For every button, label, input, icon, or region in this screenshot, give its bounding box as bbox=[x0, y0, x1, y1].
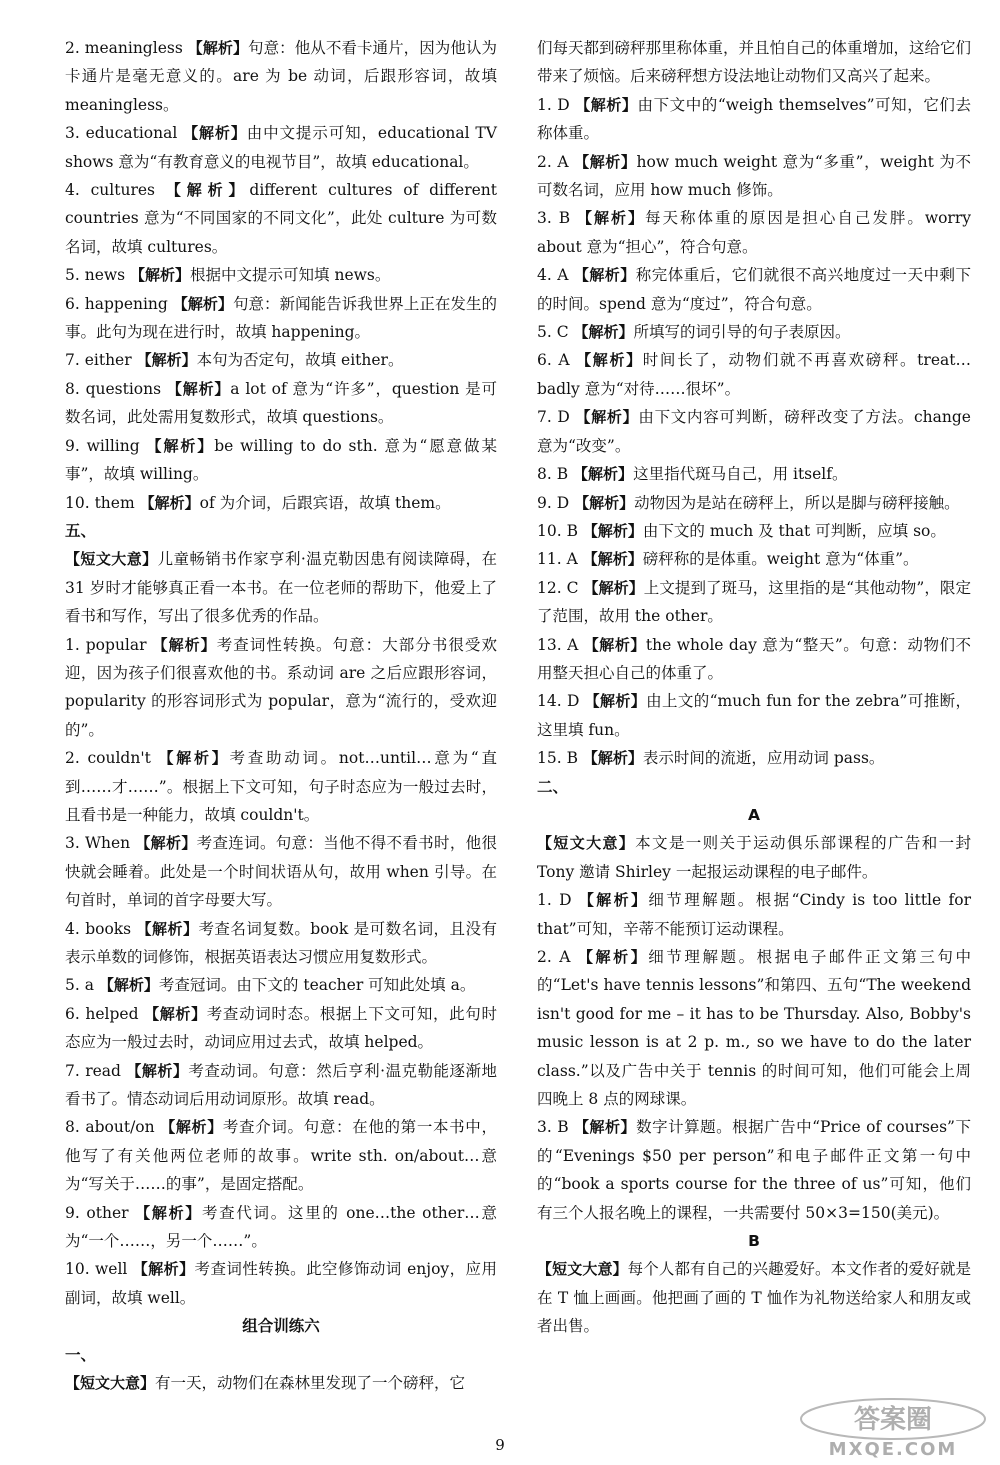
answer-key: 8. B bbox=[537, 465, 569, 484]
answer-item bbox=[537, 886, 971, 943]
answer-item bbox=[65, 631, 497, 745]
answer-key: 12. C bbox=[537, 578, 579, 597]
analysis-text: 考查介词。句意：在他的第一本书中，他写了有关他两位老师的故事。write sth. on/about…意为“写关于……的事”，是固定搭配。 bbox=[65, 1118, 497, 1194]
left-column bbox=[65, 34, 497, 1398]
analysis-tag: 【解析】 bbox=[165, 181, 250, 200]
answer-key: 2. A bbox=[537, 948, 571, 966]
passage-label: A bbox=[748, 805, 760, 824]
analysis-text: 细节理解题。根据“Cindy is too little for that”可知，辛蒂不能预订运动课程。 bbox=[537, 891, 971, 938]
analysis-text: 细节理解题。根据电子邮件正文第三句中的“Let's have tennis lessons”和第四、五句“The weekend isn't good for me – it has to be Thursday. Also, Bobby's music lesson is at 2 p. m., so we have to do the later class.”以及广告中关于 tennis 的时间可知，他们可能会上周四晚上 8 点的网球课。 bbox=[537, 948, 971, 1109]
answer-key: 9. willing bbox=[65, 436, 140, 455]
answer-item bbox=[65, 829, 497, 914]
analysis-text: a lot of 意为“许多”，question 是可数名词，此处需用复数形式，故填 questions。 bbox=[65, 379, 497, 427]
analysis-tag: 【解析】 bbox=[166, 379, 231, 398]
answer-item bbox=[65, 915, 497, 972]
analysis-text: 时间长了，动物们就不再喜欢磅秤。treat…badly 意为“对待……很坏”。 bbox=[537, 351, 971, 398]
summary-text: 儿童畅销书作家亨利·温克勒因患有阅读障碍，在 31 岁时才能够真正看一本书。在一位老师的帮助下，他爱上了看书和写作，写出了很多优秀的作品。 bbox=[65, 550, 497, 626]
passage-label: B bbox=[748, 1232, 760, 1251]
continued-text: 们每天都到磅秤那里称体重，并且怕自己的体重增加，这给它们带来了烦恼。后来磅秤想方设法地让动物们又高兴了起来。 bbox=[537, 39, 972, 86]
analysis-tag: 【解析】 bbox=[136, 919, 199, 938]
answer-item bbox=[537, 403, 971, 460]
analysis-text: 这里指代斑马自己，用 itself。 bbox=[633, 465, 848, 484]
analysis-tag: 【解析】 bbox=[574, 152, 637, 171]
analysis-text: be willing to do sth. 意为“愿意做某事”，故填 willing。 bbox=[65, 436, 497, 484]
analysis-text: 每天称体重的原因是担心自己发胖。worry about 意为“担心”，符合句意。 bbox=[537, 209, 971, 256]
answer-key: 9. other bbox=[65, 1203, 129, 1222]
answer-key: 3. B bbox=[537, 1118, 569, 1137]
answer-key: 1. popular bbox=[65, 635, 147, 654]
page-number: 9 bbox=[495, 1436, 505, 1454]
analysis-tag: 【解析】 bbox=[575, 95, 638, 114]
answer-item bbox=[537, 148, 971, 205]
analysis-tag: 【解析】 bbox=[139, 493, 200, 512]
summary-paragraph bbox=[537, 1255, 971, 1340]
analysis-tag: 【解析】 bbox=[577, 209, 645, 228]
answer-key: 10. well bbox=[65, 1260, 128, 1279]
answer-item bbox=[537, 1113, 971, 1227]
answer-item bbox=[537, 489, 971, 517]
analysis-text: 考查冠词。由下文的 teacher 可知此处填 a。 bbox=[158, 976, 476, 995]
analysis-tag: 【解析】 bbox=[573, 266, 636, 285]
answer-key: 4. books bbox=[65, 919, 132, 938]
analysis-text: 所填写的词引导的句子表原因。 bbox=[633, 323, 851, 342]
answer-item bbox=[65, 346, 497, 374]
analysis-text: 根据中文提示可知填 news。 bbox=[190, 266, 391, 285]
answer-item bbox=[65, 1113, 497, 1198]
answer-key: 6. A bbox=[537, 351, 570, 370]
exercise-heading: 组合训练六 bbox=[242, 1317, 320, 1336]
analysis-tag: 【解析】 bbox=[575, 408, 639, 427]
analysis-text: 考查动词时态。根据上下文可知，此句时态应为一般过去时，动词应用过去式，故填 helped。 bbox=[65, 1004, 497, 1052]
answer-key: 9. D bbox=[537, 493, 570, 512]
section-marker: 五、 bbox=[65, 521, 97, 540]
analysis-text: 考查名词复数。book 是可数名词，且没有表示单数的词修饰，根据英语表达习惯应用复数形式。 bbox=[65, 919, 497, 966]
summary-text: 每个人都有自己的兴趣爱好。本文作者的爱好就是在 T 恤上画画。他把画了画的 T 恤作为礼物送给家人和朋友或者出售。 bbox=[537, 1260, 971, 1336]
answer-key: 5. a bbox=[65, 976, 94, 995]
answer-key: 1. D bbox=[537, 95, 570, 114]
analysis-tag: 【解析】 bbox=[582, 521, 643, 540]
answer-item bbox=[537, 318, 971, 346]
answer-key: 7. D bbox=[537, 408, 570, 427]
analysis-tag: 【解析】 bbox=[576, 351, 643, 370]
analysis-text: 句意：新闻能告诉我世界上正在发生的事。此句为现在进行时，故填 happening。 bbox=[65, 294, 497, 342]
analysis-tag: 【解析】 bbox=[146, 436, 215, 455]
analysis-tag: 【解析】 bbox=[584, 692, 647, 711]
analysis-text: 本句为否定句，故填 either。 bbox=[196, 351, 404, 370]
summary-text: 本文是一则关于运动俱乐部课程的广告和一封 Tony 邀请 Shirley 一起报运动课程的电子邮件。 bbox=[537, 834, 971, 881]
analysis-tag: 【解析】 bbox=[135, 834, 197, 853]
analysis-text: 磅秤称的是体重。weight 意为“体重”。 bbox=[642, 550, 919, 569]
answer-item bbox=[65, 1255, 497, 1312]
analysis-tag: 【解析】 bbox=[183, 124, 247, 143]
watermark-logo bbox=[798, 1397, 988, 1459]
answer-item bbox=[65, 1057, 497, 1114]
answer-item bbox=[537, 91, 971, 148]
section-marker: 一、 bbox=[65, 1345, 97, 1364]
analysis-text: 考查词性转换。句意：大部分书很受欢迎，因为孩子们很喜欢他的书。系动词 are 之后应跟形容词，popularity 的形容词形式为 popular，意为“流行的，受欢迎的”。 bbox=[65, 635, 497, 739]
answer-item bbox=[537, 346, 971, 403]
analysis-text: 称完体重后，它们就很不高兴地度过一天中剩下的时间。spend 意为“度过”，符合句意。 bbox=[537, 266, 971, 313]
analysis-tag: 【解析】 bbox=[130, 266, 191, 285]
answer-item bbox=[537, 744, 971, 772]
answer-item bbox=[65, 34, 497, 119]
analysis-tag: 【解析】 bbox=[160, 1118, 223, 1137]
analysis-text: 由上文的“much fun for the zebra”可推断，这里填 fun。 bbox=[537, 692, 971, 739]
answer-item bbox=[537, 204, 971, 261]
answer-item bbox=[537, 574, 971, 631]
analysis-tag: 【解析】 bbox=[136, 351, 197, 370]
answer-item bbox=[65, 1199, 497, 1256]
answer-key: 6. happening bbox=[65, 294, 168, 313]
summary-tag: 【短文大意】 bbox=[537, 1260, 628, 1279]
watermark-brand: 答案圈 bbox=[853, 1405, 933, 1435]
answer-item bbox=[537, 943, 971, 1113]
summary-tag: 【短文大意】 bbox=[65, 1374, 156, 1393]
answer-item bbox=[65, 176, 497, 261]
answer-item bbox=[65, 432, 497, 489]
answer-item bbox=[537, 517, 971, 545]
answer-key: 15. B bbox=[537, 749, 578, 768]
answer-item bbox=[65, 375, 497, 432]
analysis-text: 考查代词。这里的 one…the other…意为“一个……，另一个……”。 bbox=[65, 1203, 497, 1251]
analysis-tag: 【解析】 bbox=[582, 749, 643, 768]
answer-key: 2. A bbox=[537, 152, 569, 171]
watermark-url: MXQE.COM bbox=[828, 1439, 958, 1459]
answer-key: 11. A bbox=[537, 550, 578, 569]
analysis-text: 考查动词。句意：然后亨利·温克勒能逐渐地看书了。情态动词后用动词原形。故填 read。 bbox=[65, 1061, 497, 1109]
answer-key: 2. couldn't bbox=[65, 749, 151, 768]
summary-text: 有一天，动物们在森林里发现了一个磅秤，它 bbox=[155, 1374, 466, 1393]
answer-key: 7. read bbox=[65, 1061, 121, 1080]
answer-key: 3. When bbox=[65, 834, 131, 853]
analysis-tag: 【解析】 bbox=[583, 578, 644, 597]
analysis-text: 由下文内容可判断，磅秤改变了方法。change 意为“改变”。 bbox=[537, 408, 971, 455]
analysis-tag: 【解析】 bbox=[126, 1061, 189, 1080]
answer-key: 14. D bbox=[537, 692, 580, 711]
analysis-text: 由中文提示可知，educational TV shows 意为“有教育意义的电视节目”，故填 educational。 bbox=[65, 124, 497, 171]
answer-item bbox=[65, 261, 497, 289]
answer-key: 4. A bbox=[537, 266, 569, 285]
analysis-text: 考查连词。句意：当他不得不看书时，他很快就会睡着。此处是一个时间状语从句，故用 when 引导。在句首时，单词的首字母要大写。 bbox=[65, 834, 497, 910]
section-marker: 二、 bbox=[537, 777, 569, 796]
analysis-tag: 【解析】 bbox=[573, 323, 634, 342]
answer-item bbox=[537, 460, 971, 488]
answer-item bbox=[537, 261, 971, 318]
analysis-tag: 【解析】 bbox=[582, 550, 643, 569]
analysis-tag: 【解析】 bbox=[574, 1118, 637, 1137]
analysis-tag: 【解析】 bbox=[132, 1260, 195, 1279]
summary-paragraph bbox=[65, 545, 497, 630]
analysis-text: 考查助动词。not…until…意为“直到……才……”。根据上下文可知，句子时态应为一般过去时，且看书是一种能力，故填 couldn't。 bbox=[65, 749, 497, 824]
answer-key: 1. D bbox=[537, 891, 572, 910]
answer-item bbox=[65, 489, 497, 517]
analysis-text: 由下文的 much 及 that 可判断，应填 so。 bbox=[642, 521, 946, 540]
summary-tag: 【短文大意】 bbox=[537, 834, 636, 853]
answer-key: 2. meaningless bbox=[65, 39, 183, 57]
answer-key: 4. cultures bbox=[65, 181, 155, 200]
analysis-tag: 【解析】 bbox=[573, 465, 634, 484]
answer-item bbox=[537, 687, 971, 744]
analysis-text: 句意：他从不看卡通片，因为他认为卡通片是毫无意义的。are 为 be 动词，后跟形容词，故填 meaningless。 bbox=[65, 39, 497, 114]
answer-item bbox=[65, 290, 497, 347]
analysis-text: 数字计算题。根据广告中“Price of courses”下的“Evenings $50 per person”和电子邮件正文第一句中的“book a sports course for the three of us”可知，他们有三个人报名晚上的课程，一共需要付 50×3=150(美元)。 bbox=[537, 1118, 971, 1222]
analysis-tag: 【解析】 bbox=[152, 635, 217, 654]
right-column bbox=[537, 34, 971, 1341]
analysis-text: 表示时间的流逝，应用动词 pass。 bbox=[642, 749, 885, 768]
answer-key: 5. C bbox=[537, 323, 569, 342]
answer-item bbox=[65, 744, 497, 829]
answer-key: 10. them bbox=[65, 493, 135, 512]
answer-key: 5. news bbox=[65, 266, 126, 285]
analysis-tag: 【解析】 bbox=[577, 948, 649, 966]
analysis-tag: 【解析】 bbox=[135, 1203, 202, 1222]
answer-key: 8. questions bbox=[65, 379, 162, 398]
analysis-text: of 为介词，后跟宾语，故填 them。 bbox=[199, 493, 451, 512]
summary-paragraph bbox=[537, 829, 971, 886]
answer-item bbox=[537, 631, 971, 688]
answer-key: 13. A bbox=[537, 635, 579, 654]
answer-key: 3. educational bbox=[65, 124, 178, 143]
analysis-tag: 【解析】 bbox=[144, 1004, 207, 1023]
analysis-tag: 【解析】 bbox=[158, 749, 230, 768]
answer-key: 6. helped bbox=[65, 1004, 139, 1023]
analysis-text: how much weight 意为“多重”，weight 为不可数名词，应用 how much 修饰。 bbox=[537, 152, 971, 200]
answer-item bbox=[537, 545, 971, 573]
answer-key: 7. either bbox=[65, 351, 132, 370]
analysis-text: 由下文中的“weigh themselves”可知，它们去称体重。 bbox=[537, 95, 971, 143]
analysis-tag: 【解析】 bbox=[578, 891, 649, 910]
answer-key: 10. B bbox=[537, 521, 578, 540]
summary-paragraph bbox=[65, 1369, 497, 1397]
answer-item bbox=[65, 1000, 497, 1057]
analysis-text: different cultures of different countries 意为“不同国家的不同文化”，此处 culture 为可数名词，故填 cultures。 bbox=[65, 181, 497, 256]
summary-tag: 【短文大意】 bbox=[65, 550, 158, 569]
answer-key: 8. about/on bbox=[65, 1118, 155, 1137]
analysis-text: 上文提到了斑马，这里指的是“其他动物”，限定了范围，故用 the other。 bbox=[537, 578, 971, 626]
analysis-tag: 【解析】 bbox=[98, 976, 159, 995]
analysis-text: the whole day 意为“整天”。句意：动物们不用整天担心自己的体重了。 bbox=[537, 635, 971, 682]
analysis-tag: 【解析】 bbox=[583, 635, 646, 654]
analysis-tag: 【解析】 bbox=[187, 39, 249, 57]
answer-item bbox=[65, 119, 497, 176]
answer-item bbox=[65, 971, 497, 999]
analysis-tag: 【解析】 bbox=[172, 294, 233, 313]
analysis-text: 动物因为是站在磅秤上，所以是脚与磅秤接触。 bbox=[634, 493, 960, 512]
analysis-text: 考查词性转换。此空修饰动词 enjoy，应用副词，故填 well。 bbox=[65, 1260, 497, 1307]
answer-key: 3. B bbox=[537, 209, 571, 228]
analysis-tag: 【解析】 bbox=[574, 493, 635, 512]
